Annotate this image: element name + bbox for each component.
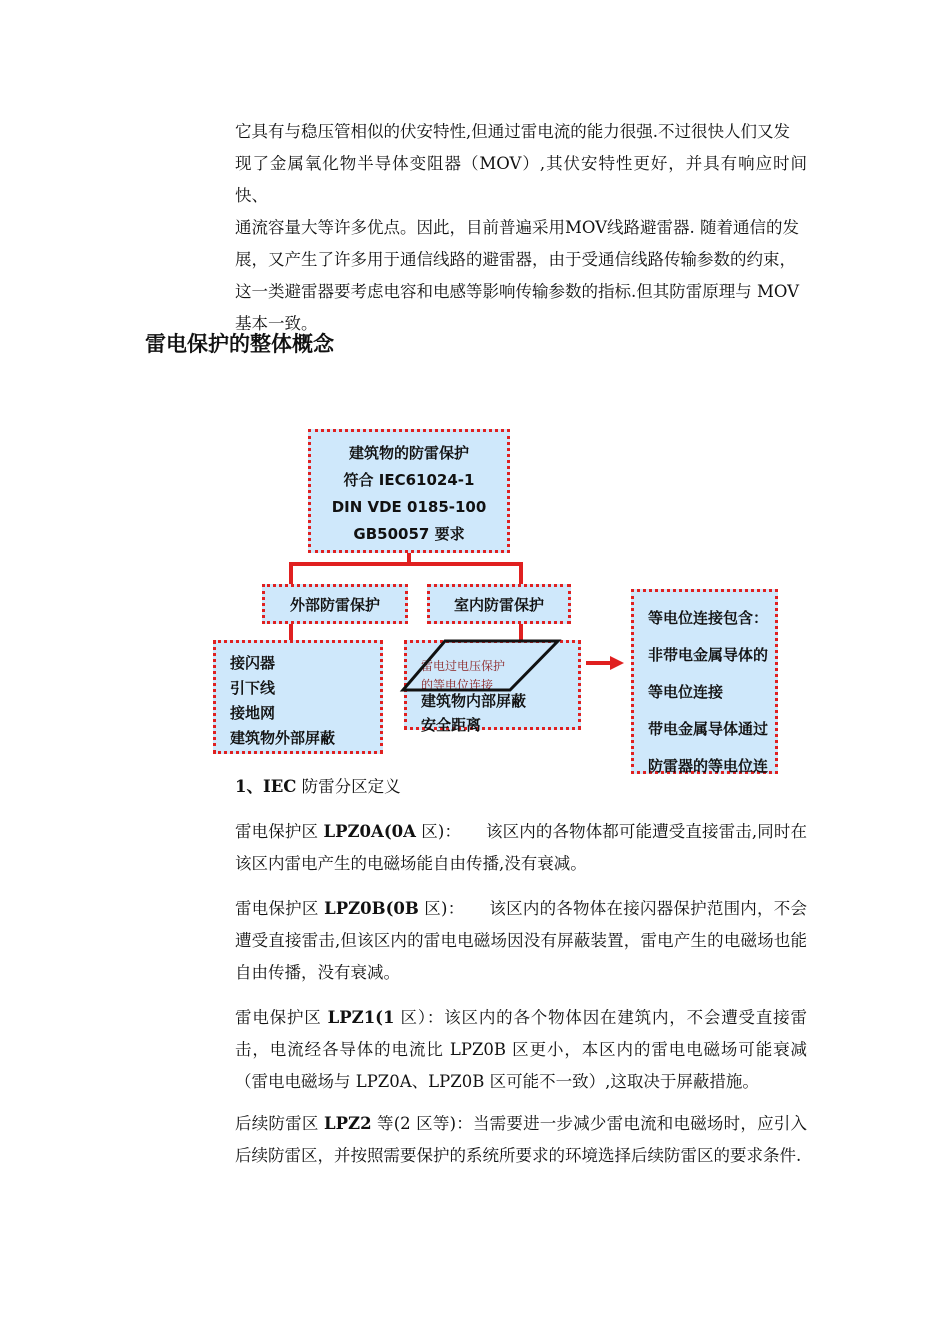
connector-line xyxy=(289,622,293,642)
external-item: 接闪器 xyxy=(230,654,276,672)
zone-suffix: 区)： xyxy=(418,899,465,918)
overlay-line: 雷电过电压保护 xyxy=(421,659,506,673)
overlay-line: 的等电位连接 xyxy=(421,678,494,692)
list-title-num: 1、 xyxy=(235,777,263,796)
zone-suffix: 区)： xyxy=(415,822,462,841)
zone-text: 该区内的各物体在接闪器保护范围内，不会遭受直接雷击,但该区内的雷电电磁场因没有屏蔽装置，雷电产生的电磁场也能自由传播，没有衰减。 xyxy=(235,899,807,982)
intro-line: 现了金属氧化物半导体变阻器（MOV）,其伏安特性更好，并具有响应时间快、 xyxy=(235,154,807,205)
intro-paragraph xyxy=(235,116,807,340)
external-item: 引下线 xyxy=(230,679,276,697)
top-box-line: 建筑物的防雷保护 xyxy=(348,444,469,462)
connector-line xyxy=(289,562,293,584)
intro-line: 这一类避雷器要考虑电容和电感等影响传输参数的指标.但其防雷原理与 MOV xyxy=(235,282,800,301)
zone-prefix: 雷电保护区 xyxy=(235,1008,328,1027)
zone-paragraph xyxy=(235,893,807,989)
zone-code: LPZ2 xyxy=(324,1114,372,1133)
zone-prefix: 雷电保护区 xyxy=(235,822,324,841)
external-protection-box xyxy=(262,584,408,624)
zone-paragraph xyxy=(235,1108,807,1172)
external-item: 接地网 xyxy=(230,704,276,722)
top-box-line: 符合 IEC61024-1 xyxy=(343,471,475,489)
internal-items-list xyxy=(421,689,526,737)
internal-protection-box xyxy=(427,584,571,624)
equipotential-line: 带电金属导体通过 xyxy=(648,720,769,738)
zone-suffix: 等(2 区等) xyxy=(371,1114,457,1133)
internal-item: 建筑物内部屏蔽 xyxy=(421,692,527,710)
zone-prefix: 雷电保护区 xyxy=(235,899,325,918)
building-protection-box xyxy=(308,429,510,553)
zone-paragraph xyxy=(235,816,807,880)
external-protection-label: 外部防雷保护 xyxy=(289,596,380,614)
equipotential-line: 等电位连接包含： xyxy=(648,609,769,627)
intro-line: 它具有与稳压管相似的伏安特性,但通过雷电流的能力很强.不过很快人们又发 xyxy=(235,122,790,141)
equipotential-line: 防雷器的等电位连 xyxy=(648,757,769,775)
list-title xyxy=(235,771,807,803)
equipotential-line: 等电位连接 xyxy=(648,683,724,701)
internal-items-box xyxy=(404,640,581,734)
zone-prefix: 后续防雷区 xyxy=(235,1114,325,1133)
connector-line xyxy=(519,622,523,642)
top-box-line: GB50057 要求 xyxy=(353,525,465,543)
intro-line: 基本一致。 xyxy=(235,314,318,333)
connector-line xyxy=(289,562,523,566)
intro-line: 展，又产生了许多用于通信线路的避雷器，由于受通信线路传输参数的约束， xyxy=(235,250,796,269)
internal-item: 安全距离 xyxy=(421,716,482,734)
list-title-bold: IEC xyxy=(262,777,297,796)
external-item: 建筑物外部屏蔽 xyxy=(230,729,336,747)
zone-text: ：当需要进一步减少雷电流和电磁场时，应引入后续防雷区，并按照需要保护的系统所要求的环境选择后续防雷区的要求条件. xyxy=(235,1114,807,1165)
connector-line xyxy=(519,562,523,584)
zone-code: LPZ1(1 xyxy=(327,1008,395,1027)
zone-text: 该区内的各物体都可能遭受直接雷击,同时在该区内雷电产生的电磁场能自由传播,没有衰减。 xyxy=(235,822,808,873)
equipotential-line: 非带电金属导体的 xyxy=(648,646,769,664)
internal-protection-label: 室内防雷保护 xyxy=(453,596,544,614)
equipotential-box xyxy=(631,589,778,774)
top-box-line: DIN VDE 0185-100 xyxy=(331,498,487,516)
section-heading: 雷电保护的整体概念 xyxy=(145,332,334,356)
list-title-rest: 防雷分区定义 xyxy=(296,777,401,796)
external-items-box xyxy=(213,640,383,754)
zone-text: ：该区内的各个物体因在建筑内，不会遭受直接雷击，电流经各导体的电流比 LPZ0B 区更小，本区内的雷电电磁场可能衰减（雷电电磁场与 LPZ0A、LPZ0B 区可能不一致）,这取决于屏蔽措施。 xyxy=(235,1008,808,1091)
arrow-head xyxy=(610,656,624,670)
zone-suffix: 区） xyxy=(394,1008,427,1027)
zone-paragraph xyxy=(235,1002,807,1098)
zone-code: LPZ0A(0A xyxy=(323,822,416,841)
intro-line: 通流容量大等许多优点。因此，目前普遍采用MOV线路避雷器. 随着通信的发 xyxy=(235,218,800,237)
zone-code: LPZ0B(0B xyxy=(324,899,419,918)
